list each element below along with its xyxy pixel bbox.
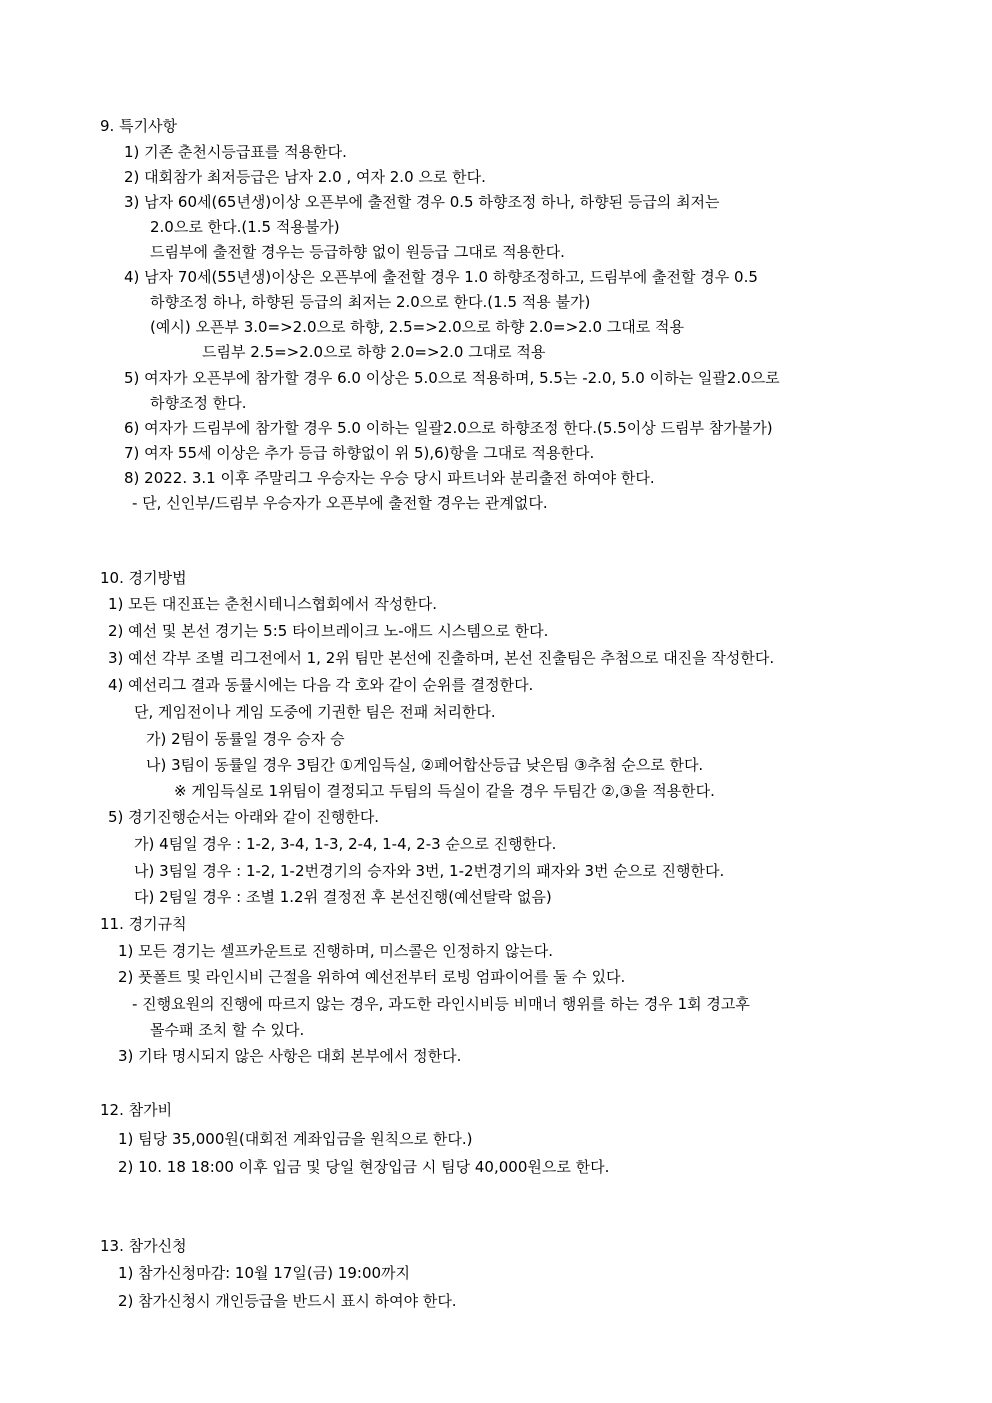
text-line: 1) 모든 대진표는 춘천시테니스협회에서 작성한다.: [108, 595, 438, 613]
text-line: 하향조정 하나, 하향된 등급의 최저는 2.0으로 한다.(1.5 적용 불가): [150, 293, 591, 311]
text-line: 몰수패 조치 할 수 있다.: [150, 1021, 305, 1039]
text-line: 6) 여자가 드림부에 참가할 경우 5.0 이하는 일괄2.0으로 하향조정 한다.(5.5이상 드림부 참가불가): [124, 419, 773, 437]
text-line: 4) 예선리그 결과 동률시에는 다음 각 호와 같이 순위를 결정한다.: [108, 676, 534, 694]
text-line: 3) 기타 명시되지 않은 사항은 대회 본부에서 정한다.: [118, 1047, 462, 1065]
text-line: ※ 게임득실로 1위팀이 결정되고 두팀의 득실이 같을 경우 두팀간 ②,③을 적용한다.: [174, 782, 715, 800]
text-line: 9. 특기사항: [100, 117, 178, 135]
text-line: 1) 모든 경기는 셀프카운트로 진행하며, 미스콜은 인정하지 않는다.: [118, 942, 554, 960]
text-line: 2) 참가신청시 개인등급을 반드시 표시 하여야 한다.: [118, 1292, 457, 1310]
text-line: 2) 10. 18 18:00 이후 입금 및 당일 현장입금 시 팀당 40,000원으로 한다.: [118, 1158, 610, 1176]
text-line: 가) 2팀이 동률일 경우 승자 승: [146, 730, 345, 748]
text-line: (예시) 오픈부 3.0=>2.0으로 하향, 2.5=>2.0으로 하향 2.0=>2.0 그대로 적용: [150, 318, 684, 336]
text-line: 1) 팀당 35,000원(대회전 계좌입금을 원칙으로 한다.): [118, 1130, 473, 1148]
text-line: 나) 3팀일 경우 : 1-2, 1-2번경기의 승자와 3번, 1-2번경기의 패자와 3번 순으로 진행한다.: [134, 862, 725, 880]
text-line: 13. 참가신청: [100, 1237, 187, 1255]
text-line: 나) 3팀이 동률일 경우 3팀간 ①게임득실, ②페어합산등급 낮은팀 ③추첨 순으로 한다.: [146, 756, 704, 774]
text-line: 4) 남자 70세(55년생)이상은 오픈부에 출전할 경우 1.0 하향조정하고, 드림부에 출전할 경우 0.5: [124, 268, 758, 286]
text-line: 드림부에 출전할 경우는 등급하향 없이 원등급 그대로 적용한다.: [150, 243, 565, 261]
text-line: 3) 예선 각부 조별 리그전에서 1, 2위 팀만 본선에 진출하며, 본선 진출팀은 추첨으로 대진을 작성한다.: [108, 649, 775, 667]
text-line: 1) 기존 춘천시등급표를 적용한다.: [124, 143, 347, 161]
text-line: 2.0으로 한다.(1.5 적용불가): [150, 218, 340, 236]
text-line: 1) 참가신청마감: 10월 17일(금) 19:00까지: [118, 1264, 411, 1282]
text-line: 가) 4팀일 경우 : 1-2, 3-4, 1-3, 2-4, 1-4, 2-3 순으로 진행한다.: [134, 835, 557, 853]
text-line: 5) 여자가 오픈부에 참가할 경우 6.0 이상은 5.0으로 적용하며, 5.5는 -2.0, 5.0 이하는 일괄2.0으로: [124, 369, 780, 387]
text-line: 3) 남자 60세(65년생)이상 오픈부에 출전할 경우 0.5 하향조정 하나, 하향된 등급의 최저는: [124, 193, 720, 211]
text-line: 8) 2022. 3.1 이후 주말리그 우승자는 우승 당시 파트너와 분리출전 하여야 한다.: [124, 469, 655, 487]
text-line: 11. 경기규칙: [100, 915, 187, 933]
text-line: 5) 경기진행순서는 아래와 같이 진행한다.: [108, 808, 380, 826]
text-line: 7) 여자 55세 이상은 추가 등급 하향없이 위 5),6)항을 그대로 적용한다.: [124, 444, 595, 462]
text-line: - 진행요원의 진행에 따르지 않는 경우, 과도한 라인시비등 비매너 행위를 하는 경우 1회 경고후: [132, 995, 750, 1013]
text-line: 2) 풋폴트 및 라인시비 근절을 위하여 예선전부터 로빙 엄파이어를 둘 수 있다.: [118, 968, 626, 986]
text-line: 2) 예선 및 본선 경기는 5:5 타이브레이크 노-애드 시스템으로 한다.: [108, 622, 549, 640]
text-line: 2) 대회참가 최저등급은 남자 2.0 , 여자 2.0 으로 한다.: [124, 168, 486, 186]
text-line: 10. 경기방법: [100, 569, 187, 587]
text-line: 다) 2팀일 경우 : 조별 1.2위 결정전 후 본선진행(예선탈락 없음): [134, 888, 552, 906]
text-line: - 단, 신인부/드림부 우승자가 오픈부에 출전할 경우는 관계없다.: [132, 494, 548, 512]
text-line: 12. 참가비: [100, 1101, 173, 1119]
text-line: 단, 게임전이나 게임 도중에 기권한 팀은 전패 처리한다.: [134, 703, 496, 721]
text-line: 하향조정 한다.: [150, 394, 247, 412]
text-line: 드림부 2.5=>2.0으로 하향 2.0=>2.0 그대로 적용: [202, 343, 546, 361]
